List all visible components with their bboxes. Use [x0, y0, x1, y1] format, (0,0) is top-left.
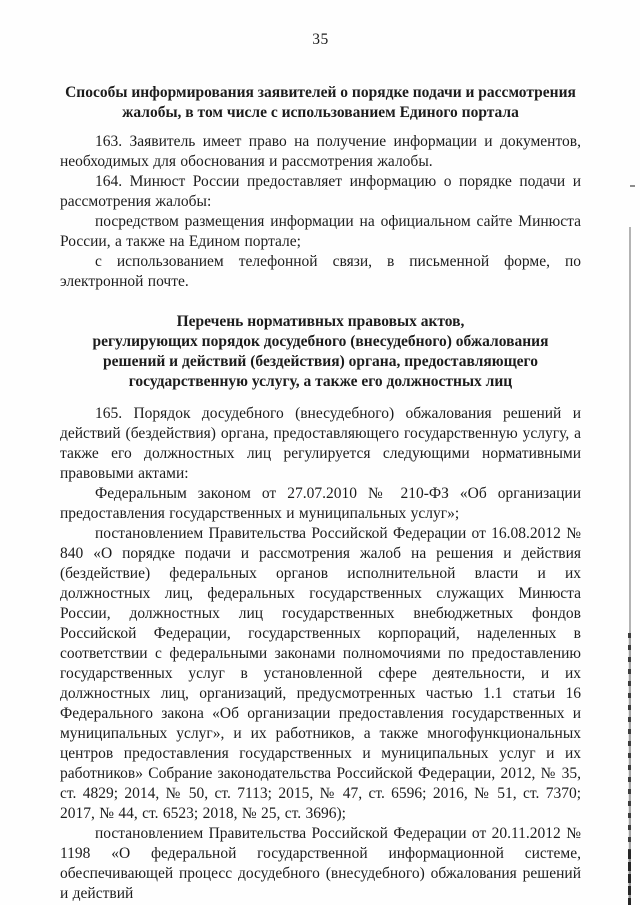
heading-normative-acts	[60, 312, 581, 392]
heading-informing-methods	[60, 83, 581, 123]
scan-artifact-dash	[630, 185, 635, 187]
heading-line: Способы информирования заявителей о порядке подачи и рассмотрения	[65, 84, 576, 101]
heading-line: регулирующих порядок досудебного (внесудебного) обжалования	[92, 333, 549, 350]
page-content	[60, 30, 581, 904]
paragraph-government-decree-1198: постановлением Правительства Российской Федерации от 20.11.2012 № 1198 «О федеральной государственной информационной системе, обеспечивающей процесс досудебного (внесудебного) обжалования решений и действий	[60, 825, 581, 902]
paragraph-165: 165. Порядок досудебного (внесудебного) обжалования решений и действий (бездействия) органа, предоставляющего государственную услугу, а также его должностных лиц регулируется следующими нормативными правовыми актами:	[60, 405, 581, 482]
heading-line: жалобы, в том числе с использованием Единого портала	[122, 104, 519, 121]
paragraph-163: 163. Заявитель имеет право на получение информации и документов, необходимых для обоснования и рассмотрения жалобы.	[60, 133, 581, 170]
subparagraph-phone-email: с использованием телефонной связи, в письменной форме, по электронной почте.	[60, 253, 581, 290]
subparagraph-official-site: посредством размещения информации на официальном сайте Минюста России, а также на Едином портале;	[60, 213, 581, 250]
heading-line: Перечень нормативных правовых актов,	[176, 313, 465, 330]
scan-artifact-binding-marks	[628, 633, 631, 850]
scan-artifact-binding-marks-bottom	[628, 850, 631, 905]
page-number: 35	[312, 31, 329, 48]
heading-line: государственную услугу, а также его должностных лиц	[128, 373, 513, 390]
paragraph-164: 164. Минюст России предоставляет информацию о порядке подачи и рассмотрения жалобы:	[60, 173, 581, 210]
paragraph-government-decree-840: постановлением Правительства Российской Федерации от 16.08.2012 № 840 «О порядке подачи и рассмотрения жалоб на решения и действия (бездействие) федеральных органов исполнительной власти и их должностных лиц, федеральных государственных служащих Минюста России, должностных лиц государственных внебюджетных фондов Российской Федерации, государственных корпораций, наделенных в соответствии с федеральными законами полномочиями по предоставлению государственных услуг в установленной сфере деятельности, и их должностных лиц, организаций, предусмотренных частью 1.1 статьи 16 Федерального закона «Об организации предоставления государственных и муниципальных услуг», и их работников, а также многофункциональных центров предоставления государственных и муниципальных услуг и их работников» Собрание законодательства Российской Федерации, 2012, № 35, ст. 4829; 2014, № 50, ст. 7113; 2015, № 47, ст. 6596; 2016, № 51, ст. 7370; 2017, № 44, ст. 6523; 2018, № 25, ст. 3696);	[60, 525, 581, 822]
paragraph-federal-law-210-fz: Федеральным законом от 27.07.2010 № 210-ФЗ «Об организации предоставления государственных и муниципальных услуг»;	[60, 485, 581, 522]
heading-line: решений и действий (бездействия) органа, предоставляющего	[103, 353, 538, 370]
